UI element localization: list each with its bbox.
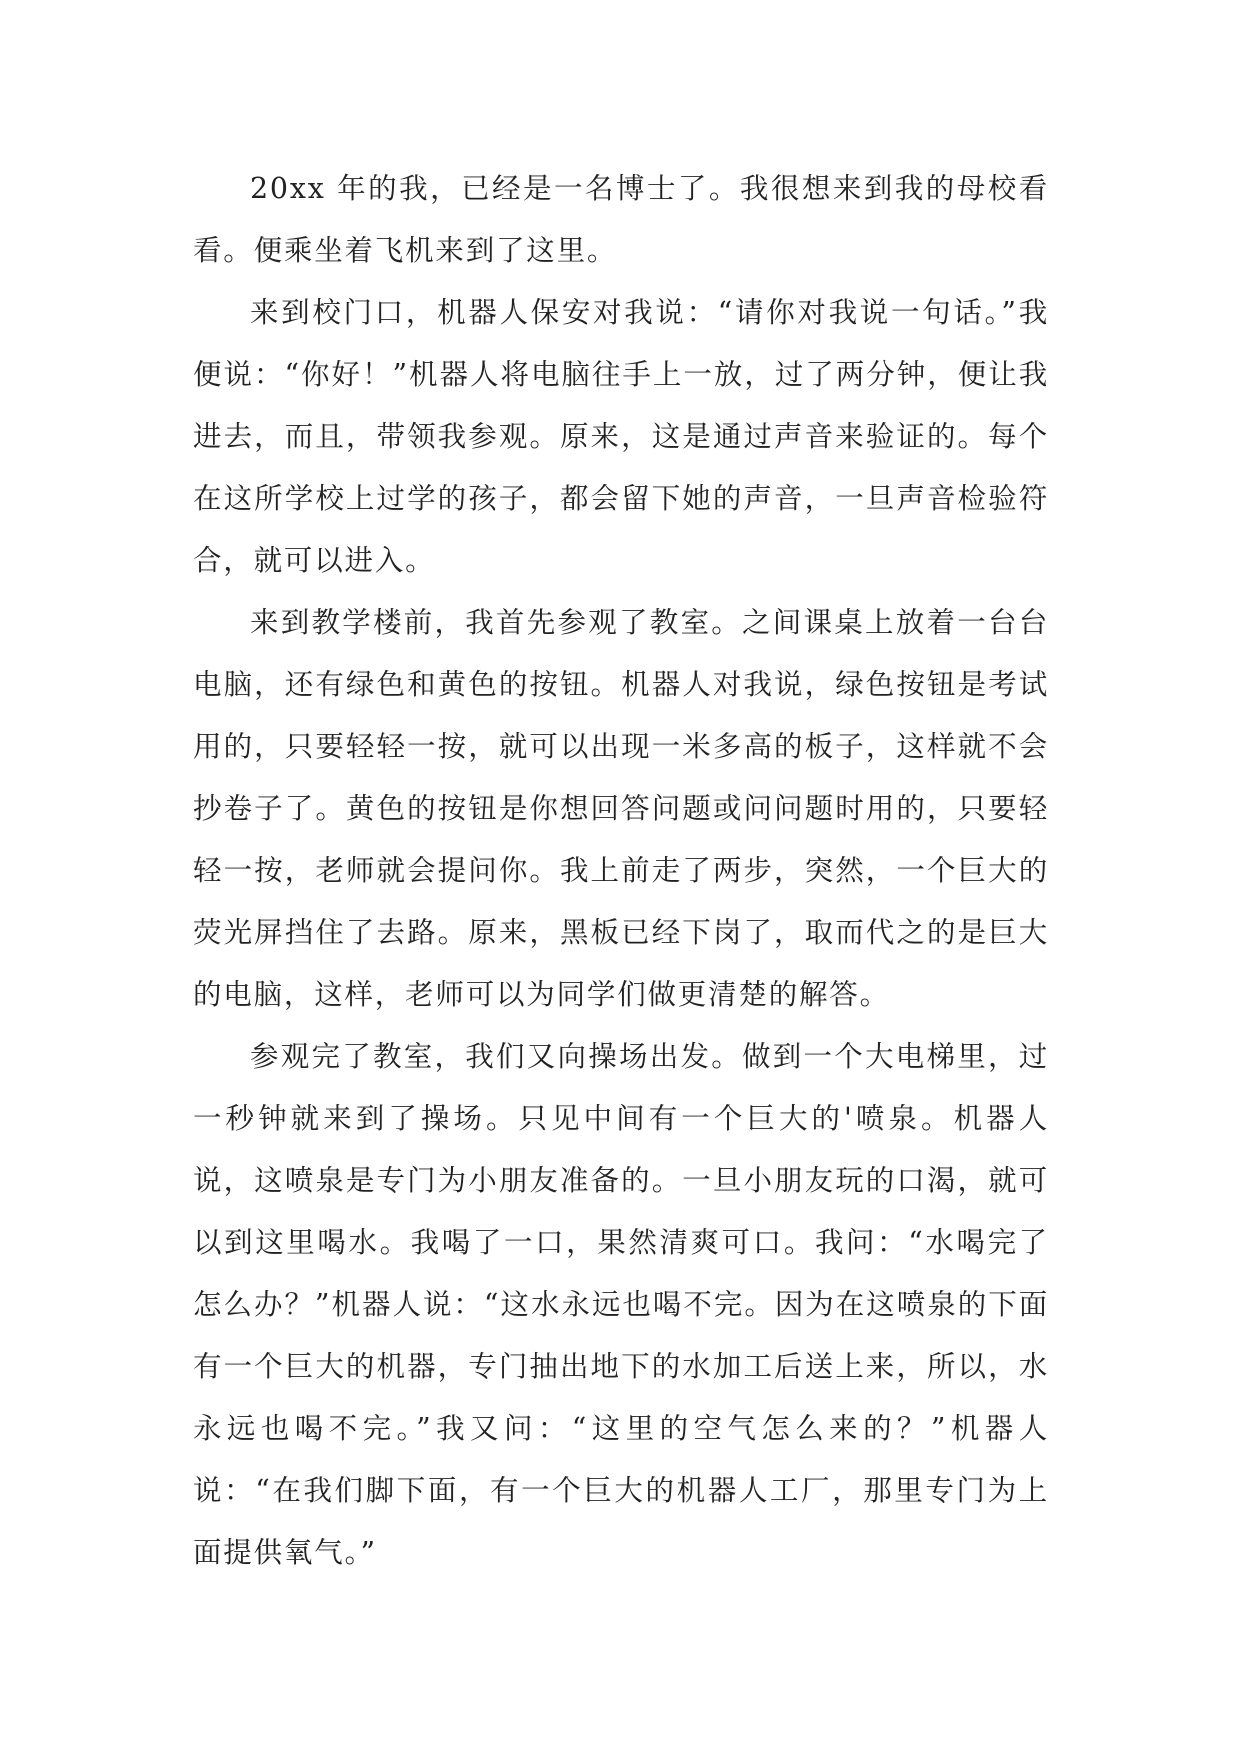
document-body	[193, 158, 1049, 1584]
paragraph-2: 来到校门口，机器人保安对我说：“请你对我说一句话。”我便说：“你好！”机器人将电脑往手上一放，过了两分钟，便让我进去，而且，带领我参观。原来，这是通过声音来验证的。每个在这所学校上过学的孩子，都会留下她的声音，一旦声音检验符合，就可以进入。	[193, 296, 1049, 577]
paragraph-4: 参观完了教室，我们又向操场出发。做到一个大电梯里，过一秒钟就来到了操场。只见中间有一个巨大的'喷泉。机器人说，这喷泉是专门为小朋友准备的。一旦小朋友玩的口渴，就可以到这里喝水。我喝了一口，果然清爽可口。我问：“水喝完了怎么办？”机器人说：“这水永远也喝不完。因为在这喷泉的下面有一个巨大的机器，专门抽出地下的水加工后送上来，所以，水永远也喝不完。”我又问：“这里的空气怎么来的？”机器人说：“在我们脚下面，有一个巨大的机器人工厂，那里专门为上面提供氧气。”	[193, 1040, 1049, 1569]
paragraph-1: 20xx 年的我，已经是一名博士了。我很想来到我的母校看看。便乘坐着飞机来到了这里。	[193, 172, 1049, 267]
paragraph-3: 来到教学楼前，我首先参观了教室。之间课桌上放着一台台电脑，还有绿色和黄色的按钮。机器人对我说，绿色按钮是考试用的，只要轻轻一按，就可以出现一米多高的板子，这样就不会抄卷子了。黄色的按钮是你想回答问题或问问题时用的，只要轻轻一按，老师就会提问你。我上前走了两步，突然，一个巨大的荧光屏挡住了去路。原来，黑板已经下岗了，取而代之的是巨大的电脑，这样，老师可以为同学们做更清楚的解答。	[193, 606, 1049, 1011]
